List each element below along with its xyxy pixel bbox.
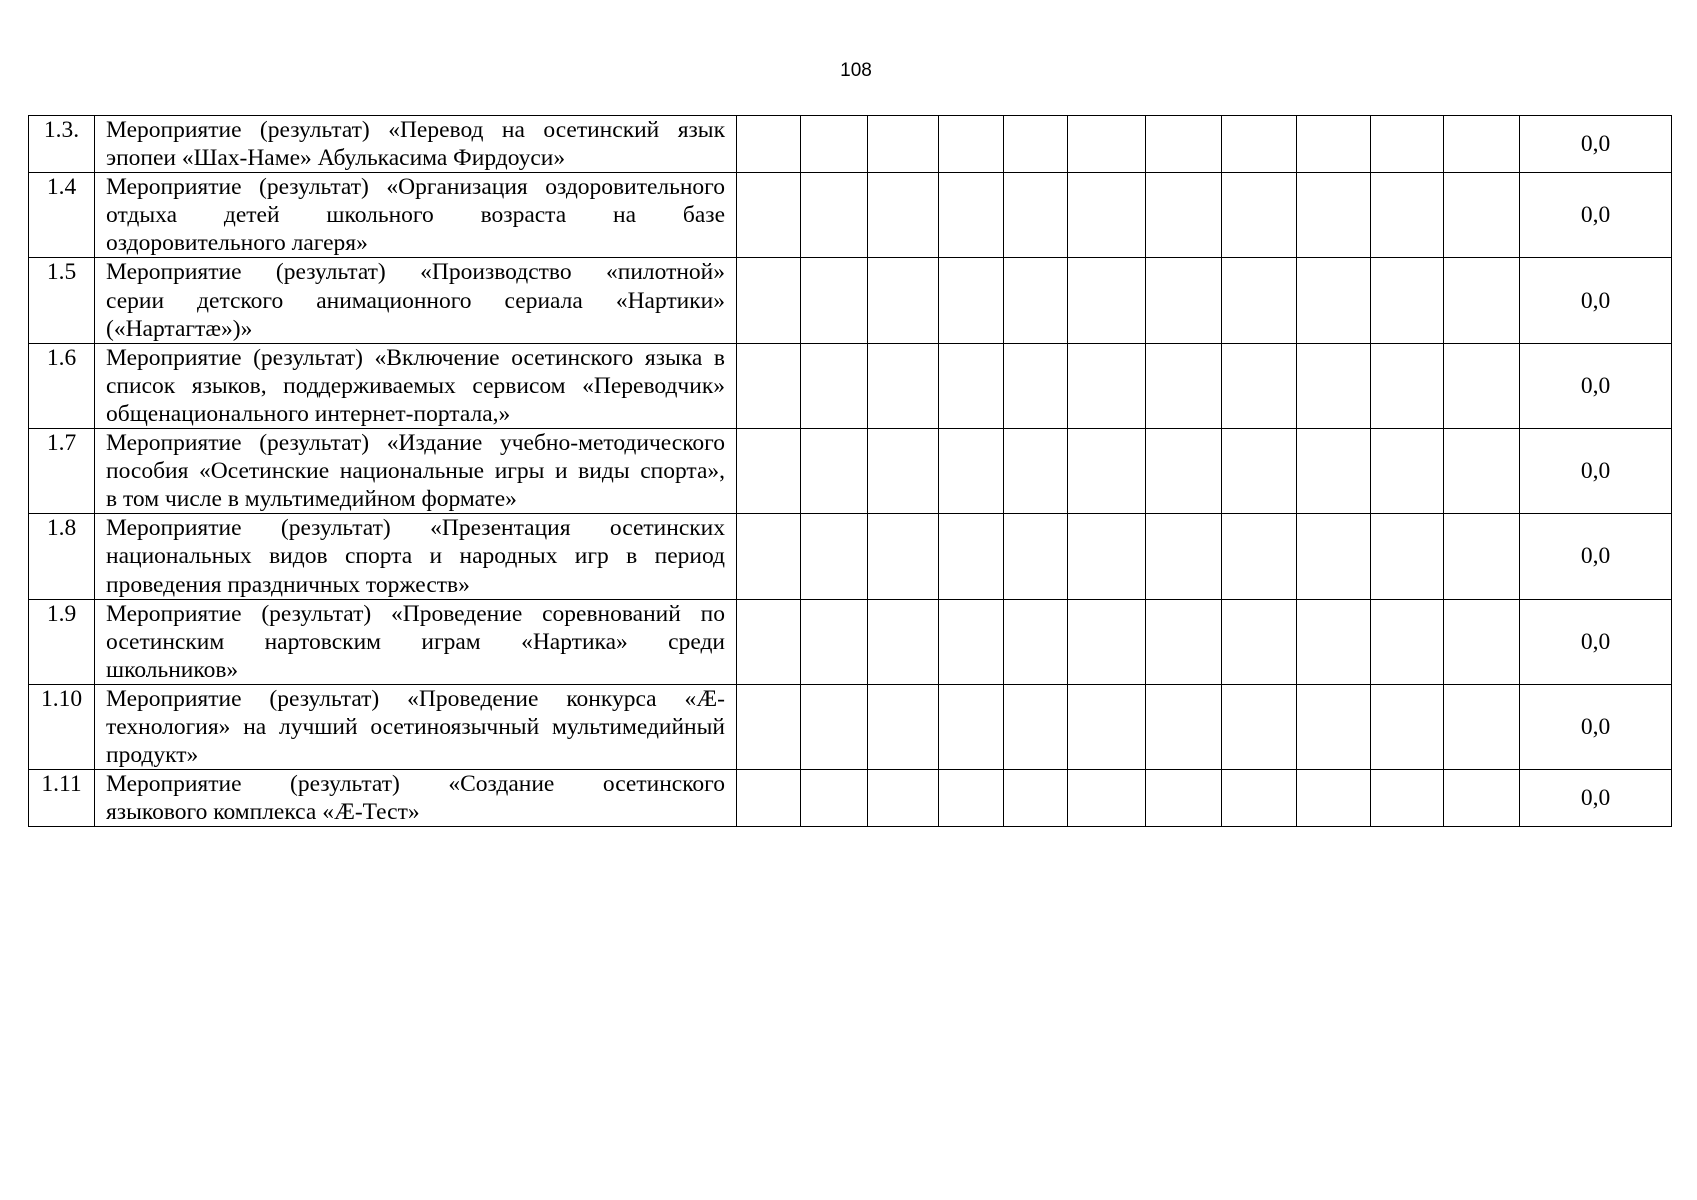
activities-table <box>28 115 1672 827</box>
description-line: эпопеи «Шах-Наме» Абулькасима Фирдоуси» <box>106 145 566 172</box>
empty-cell <box>1444 770 1520 827</box>
empty-cell <box>1222 173 1297 258</box>
empty-cell <box>737 429 801 514</box>
empty-cell <box>868 258 939 343</box>
value-cell: 0,0 <box>1520 514 1672 599</box>
empty-cell <box>737 173 801 258</box>
empty-cell <box>1371 514 1444 599</box>
empty-cell <box>1222 599 1297 684</box>
value-cell: 0,0 <box>1520 599 1672 684</box>
value-cell: 0,0 <box>1520 684 1672 769</box>
empty-cell <box>868 599 939 684</box>
table-row <box>29 173 1672 258</box>
row-number: 1.3. <box>29 116 95 173</box>
empty-cell <box>1222 770 1297 827</box>
empty-cell <box>1297 173 1371 258</box>
empty-cell <box>737 343 801 428</box>
row-number: 1.5 <box>29 258 95 343</box>
empty-cell <box>1297 116 1371 173</box>
empty-cell <box>1222 684 1297 769</box>
value-cell: 0,0 <box>1520 173 1672 258</box>
table-body <box>29 116 1672 827</box>
empty-cell <box>801 343 868 428</box>
empty-cell <box>1444 343 1520 428</box>
row-number: 1.7 <box>29 429 95 514</box>
activity-description <box>95 684 737 769</box>
activity-description <box>95 770 737 827</box>
empty-cell <box>1297 599 1371 684</box>
activity-description <box>95 173 737 258</box>
description-line: проведения праздничных торжеств» <box>106 571 470 598</box>
empty-cell <box>1297 770 1371 827</box>
empty-cell <box>801 429 868 514</box>
empty-cell <box>1146 684 1222 769</box>
value-cell: 0,0 <box>1520 770 1672 827</box>
empty-cell <box>1371 599 1444 684</box>
empty-cell <box>1371 173 1444 258</box>
description-line: национальных видов спорта и народных игр в период <box>106 543 725 570</box>
value-cell: 0,0 <box>1520 116 1672 173</box>
empty-cell <box>737 116 801 173</box>
empty-cell <box>737 770 801 827</box>
empty-cell <box>1444 429 1520 514</box>
activity-description <box>95 343 737 428</box>
description-line: Мероприятие (результат) «Включение осетинского языка в <box>106 344 725 371</box>
empty-cell <box>737 258 801 343</box>
value-cell: 0,0 <box>1520 429 1672 514</box>
description-line: отдыха детей школьного возраста на базе <box>106 202 725 229</box>
empty-cell <box>1004 343 1068 428</box>
empty-cell <box>868 429 939 514</box>
table-row <box>29 429 1672 514</box>
empty-cell <box>939 429 1004 514</box>
page-number: 108 <box>840 60 872 81</box>
empty-cell <box>1444 684 1520 769</box>
empty-cell <box>1146 429 1222 514</box>
empty-cell <box>801 258 868 343</box>
empty-cell <box>868 173 939 258</box>
empty-cell <box>1004 116 1068 173</box>
description-line: Мероприятие (результат) «Организация оздоровительного <box>106 174 725 201</box>
value-cell: 0,0 <box>1520 258 1672 343</box>
empty-cell <box>1444 258 1520 343</box>
description-line: пособия «Осетинские национальные игры и виды спорта», <box>106 458 725 485</box>
empty-cell <box>737 599 801 684</box>
description-line: в том числе в мультимедийном формате» <box>106 486 517 513</box>
activity-description <box>95 429 737 514</box>
table-row <box>29 343 1672 428</box>
table-row <box>29 770 1672 827</box>
empty-cell <box>737 684 801 769</box>
empty-cell <box>1222 429 1297 514</box>
empty-cell <box>1146 343 1222 428</box>
empty-cell <box>1222 258 1297 343</box>
table-row <box>29 599 1672 684</box>
description-line: Мероприятие (результат) «Перевод на осетинский язык <box>106 117 725 143</box>
empty-cell <box>1004 599 1068 684</box>
activity-description <box>95 116 737 173</box>
description-line: Мероприятие (результат) «Создание осетинского <box>106 771 725 798</box>
empty-cell <box>1371 343 1444 428</box>
description-line: продукт» <box>106 742 199 769</box>
empty-cell <box>1444 116 1520 173</box>
empty-cell <box>1146 173 1222 258</box>
table-row <box>29 116 1672 173</box>
empty-cell <box>1444 173 1520 258</box>
empty-cell <box>1444 599 1520 684</box>
empty-cell <box>1068 514 1146 599</box>
empty-cell <box>1004 258 1068 343</box>
activity-description <box>95 514 737 599</box>
empty-cell <box>1146 514 1222 599</box>
empty-cell <box>939 770 1004 827</box>
empty-cell <box>801 684 868 769</box>
empty-cell <box>1222 343 1297 428</box>
empty-cell <box>1371 429 1444 514</box>
description-line: технология» на лучший осетиноязычный мультимедийный <box>106 713 725 740</box>
empty-cell <box>1146 599 1222 684</box>
empty-cell <box>801 116 868 173</box>
activity-description <box>95 599 737 684</box>
empty-cell <box>1297 258 1371 343</box>
empty-cell <box>1068 343 1146 428</box>
empty-cell <box>801 514 868 599</box>
description-line: Мероприятие (результат) «Проведение конкурса «Æ- <box>106 685 725 712</box>
empty-cell <box>801 599 868 684</box>
empty-cell <box>1297 343 1371 428</box>
empty-cell <box>801 770 868 827</box>
empty-cell <box>1068 684 1146 769</box>
description-line: языкового комплекса «Æ-Тест» <box>106 799 420 826</box>
empty-cell <box>1371 770 1444 827</box>
activity-description <box>95 258 737 343</box>
empty-cell <box>868 684 939 769</box>
empty-cell <box>1222 116 1297 173</box>
empty-cell <box>939 258 1004 343</box>
description-line: оздоровительного лагеря» <box>106 230 368 257</box>
empty-cell <box>1146 770 1222 827</box>
description-line: Мероприятие (результат) «Проведение соревнований по <box>106 600 725 627</box>
empty-cell <box>1371 116 1444 173</box>
empty-cell <box>1004 684 1068 769</box>
table-row <box>29 684 1672 769</box>
empty-cell <box>1068 599 1146 684</box>
empty-cell <box>1146 258 1222 343</box>
empty-cell <box>1068 770 1146 827</box>
description-line: Мероприятие (результат) «Издание учебно-методического <box>106 430 725 457</box>
row-number: 1.10 <box>29 684 95 769</box>
empty-cell <box>868 343 939 428</box>
empty-cell <box>1371 684 1444 769</box>
empty-cell <box>939 173 1004 258</box>
empty-cell <box>1068 258 1146 343</box>
empty-cell <box>939 343 1004 428</box>
table-row <box>29 258 1672 343</box>
description-line: школьников» <box>106 656 239 683</box>
row-number: 1.11 <box>29 770 95 827</box>
description-line: осетинским нартовским играм «Нартика» среди <box>106 628 725 655</box>
empty-cell <box>868 116 939 173</box>
row-number: 1.8 <box>29 514 95 599</box>
empty-cell <box>1004 514 1068 599</box>
row-number: 1.9 <box>29 599 95 684</box>
empty-cell <box>1371 258 1444 343</box>
empty-cell <box>939 116 1004 173</box>
description-line: Мероприятие (результат) «Производство «пилотной» <box>106 259 725 286</box>
empty-cell <box>939 599 1004 684</box>
description-line: общенационального интернет-портала,» <box>106 400 511 427</box>
description-line: серии детского анимационного сериала «Нартики» <box>106 287 725 314</box>
empty-cell <box>1004 429 1068 514</box>
empty-cell <box>1068 116 1146 173</box>
value-cell: 0,0 <box>1520 343 1672 428</box>
row-number: 1.4 <box>29 173 95 258</box>
description-line: список языков, поддерживаемых сервисом «Переводчик» <box>106 372 725 399</box>
empty-cell <box>1004 173 1068 258</box>
empty-cell <box>939 684 1004 769</box>
empty-cell <box>1068 429 1146 514</box>
empty-cell <box>868 514 939 599</box>
empty-cell <box>1222 514 1297 599</box>
description-line: Мероприятие (результат) «Презентация осетинских <box>106 515 725 542</box>
empty-cell <box>1004 770 1068 827</box>
empty-cell <box>1146 116 1222 173</box>
empty-cell <box>1444 514 1520 599</box>
empty-cell <box>1068 173 1146 258</box>
empty-cell <box>1297 514 1371 599</box>
empty-cell <box>868 770 939 827</box>
table-row <box>29 514 1672 599</box>
empty-cell <box>1297 684 1371 769</box>
description-line: («Нартагтæ»)» <box>106 315 253 342</box>
empty-cell <box>737 514 801 599</box>
empty-cell <box>1297 429 1371 514</box>
empty-cell <box>939 514 1004 599</box>
empty-cell <box>801 173 868 258</box>
row-number: 1.6 <box>29 343 95 428</box>
